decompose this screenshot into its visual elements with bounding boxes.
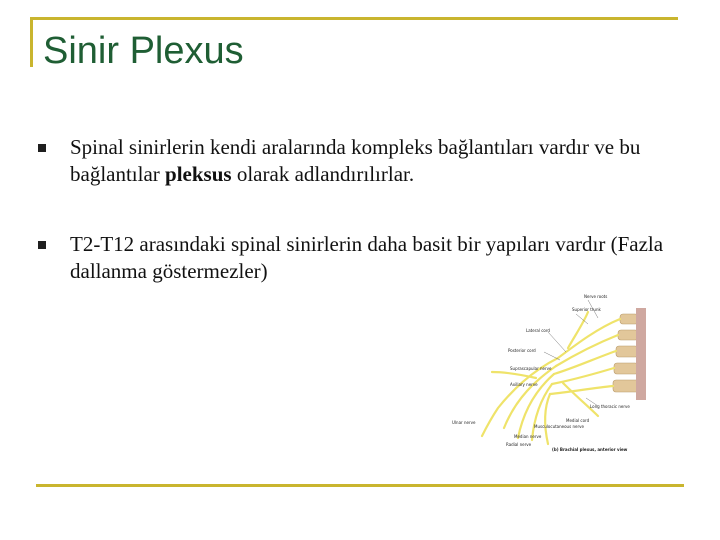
label-axillary: Axillary nerve	[510, 382, 538, 387]
label-radial: Radial nerve	[506, 442, 532, 447]
label-ulnar: Ulnar nerve	[452, 420, 476, 425]
bullet-text-1	[70, 134, 680, 188]
frame-bottom-line	[36, 484, 684, 487]
label-superior-trunk: Superior trunk	[572, 307, 601, 312]
figure-caption: (b) Brachial plexus, anterior view	[552, 447, 628, 452]
label-median: Median nerve	[514, 434, 542, 439]
bullet-text-2: T2-T12 arasındaki spinal sinirlerin daha basit bir yapıları vardır (Fazla dallanma göstermezler)	[70, 232, 664, 283]
label-suprascapular: Suprascapular nerve	[510, 366, 552, 371]
label-long-thoracic: Long thoracic nerve	[590, 404, 630, 409]
frame-left-line	[30, 17, 33, 67]
bullet-1-text-after: olarak adlandırılırlar.	[231, 162, 415, 186]
bullet-marker-1	[38, 144, 46, 152]
label-nerve-roots: Nerve roots	[584, 294, 608, 299]
bullet-1-text-before: Spinal sinirlerin kendi aralarında kompleks bağlantıları vardır ve bu bağlantılar	[70, 135, 641, 186]
label-medial-cord: Medial cord	[566, 418, 590, 423]
label-musculocutaneous: Musculocutaneous nerve	[534, 424, 584, 429]
label-lateral-cord: Lateral cord	[526, 328, 550, 333]
label-posterior-cord: Posterior cord	[508, 348, 536, 353]
frame-top-line	[30, 17, 678, 20]
bullet-1-bold-term: pleksus	[165, 162, 232, 186]
vertebral-column	[613, 308, 646, 400]
slide-title: Sinir Plexus	[43, 30, 244, 72]
brachial-plexus-figure	[448, 288, 660, 456]
bullet-marker-2	[38, 241, 46, 249]
